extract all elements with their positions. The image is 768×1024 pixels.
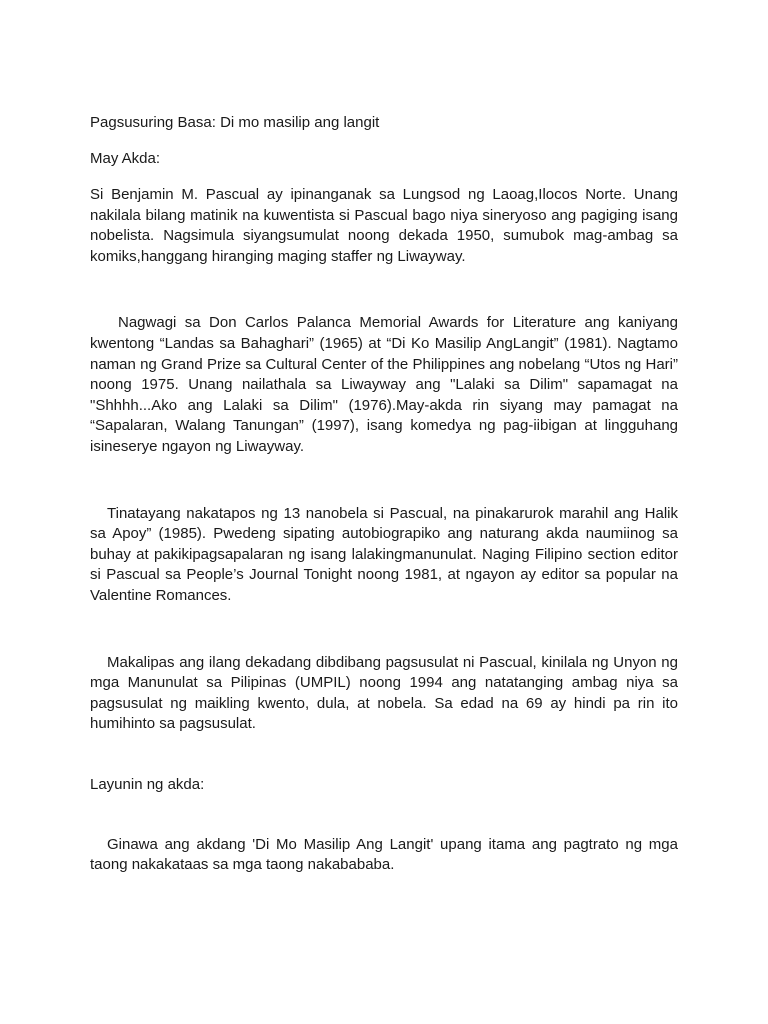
spacer (90, 607, 678, 653)
recognition-paragraph: Makalipas ang ilang dekadang dibdibang pagsusulat ni Pascual, kinilala ng Unyon ng mga Manunulat sa Pilipinas (UMPIL) noong 1994 ang natatanging ambag niya sa pagsusulat ng maikling kwento, dula, at nobela. Sa edad na 69 ay hindi pa rin ito humihinto sa pagsusulat. (90, 653, 678, 733)
spacer (90, 795, 678, 835)
spacer (90, 267, 678, 313)
author-label: May Akda: (90, 150, 161, 167)
spacer (90, 458, 678, 504)
purpose-paragraph: Ginawa ang akdang 'Di Mo Masilip Ang Langit' upang itama ang pagtrato ng mga taong nakakataas sa mga taong nakabababa. (90, 835, 678, 874)
awards-paragraph: Nagwagi sa Don Carlos Palanca Memorial Awards for Literature ang kaniyang kwentong “Landas sa Bahaghari” (1965) at “Di Ko Masilip AngLangit” (1981). Nagtamo naman ng Grand Prize sa Cultural Center of the Philippines ang nobelang “Utos ng Hari” noong 1975. Unang nailathala sa Liwayway ang "Lalaki sa Dilim" sapamagat na "Shhhh...Ako ang Lalaki sa Dilim" (1976).May-akda rin siyang may pamagat na “Sapalaran, Walang Tanungan” (1997), isang komedya ng pag-iibigan at lingguhang isineserye ngayon ng Liwayway. (90, 314, 678, 455)
spacer (90, 735, 678, 775)
document-title: Pagsusuring Basa: Di mo masilip ang langit (90, 114, 380, 131)
purpose-label: Layunin ng akda: (90, 775, 205, 793)
biography-paragraph: Si Benjamin M. Pascual ay ipinanganak sa Lungsod ng Laoag,Ilocos Norte. Unang nakilala bilang matinik na kuwentista si Pascual bago niya sineryoso ang pagiging isang nobelista. Nagsimula siyangsumulat noong dekada 1950, sumubok mag-ambag sa komiks,hanggang hiranging maging staffer ng Liwayway. (90, 186, 678, 265)
novels-paragraph: Tinatayang nakatapos ng 13 nanobela si Pascual, na pinakarurok marahil ang Halik sa Apoy” (1985). Pwedeng sipating autobiograpiko ang naturang akda naumiinog sa buhay at pakikipagsapalaran ng isang lalakingmanunulat. Naging Filipino section editor si Pascual sa People’s Journal Tonight noong 1981, at ngayon ay editor sa popular na Valentine Romances. (90, 504, 678, 604)
